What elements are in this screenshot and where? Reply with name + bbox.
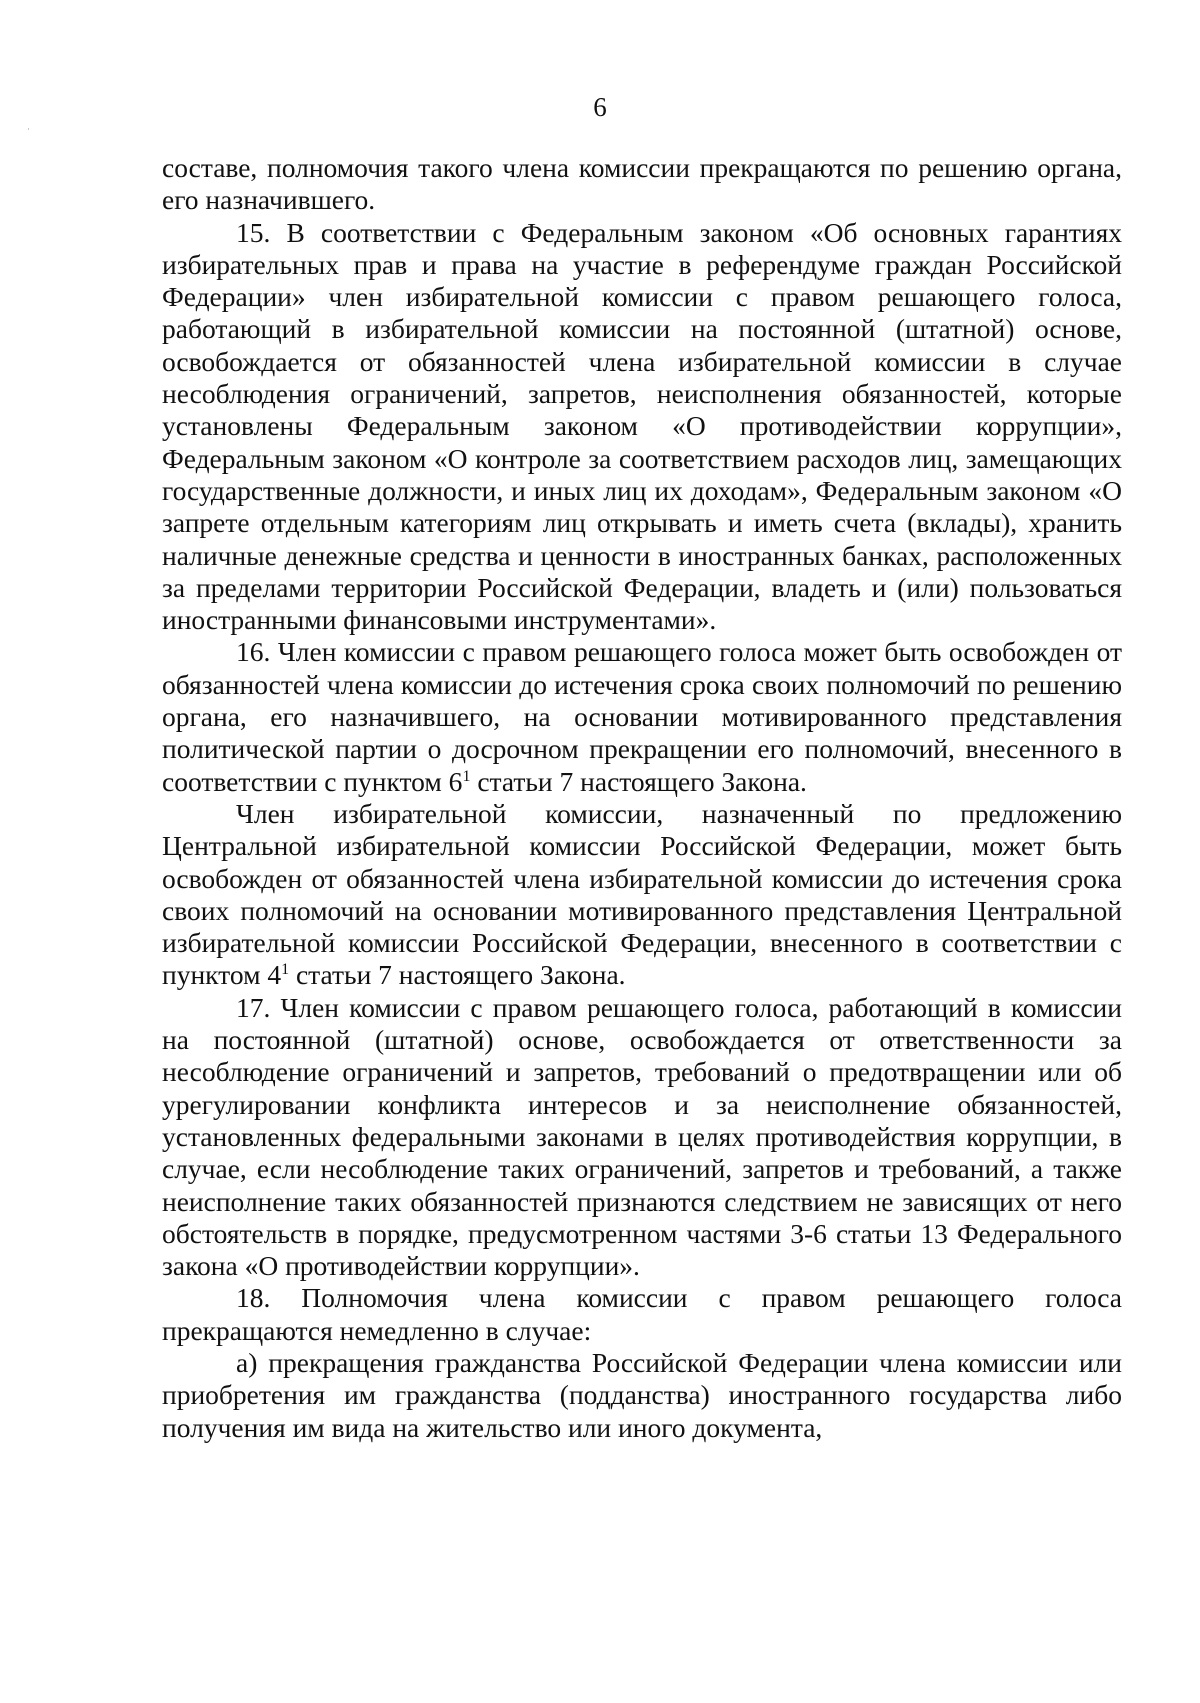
paragraph-16-text: 16. Член комиссии с правом решающего голоса может быть освобожден от обязанностей члена комиссии до истечения срока своих полномочий по решению органа, его назначившего, на основании мотивированного представления политической партии о досрочном прекращении его полномочий, внесенного в соответствии с пунктом 6 xyxy=(162,636,1122,797)
paragraph-16-second-superscript: 1 xyxy=(281,961,290,979)
page-number: 6 xyxy=(593,92,607,122)
paragraph-16-tail: статьи 7 настоящего Закона. xyxy=(470,765,807,797)
paragraph-16-superscript: 1 xyxy=(462,767,471,785)
paragraph-18: 18. Полномочия члена комиссии с правом решающего голоса прекращаются немедленно в случае: xyxy=(162,1282,1122,1346)
scan-speck xyxy=(28,128,29,130)
paragraph-15: 15. В соответствии с Федеральным законом «Об основных гарантиях избирательных прав и права на участие в референдуме граждан Российской Федерации» член избирательной комиссии с правом решающего голоса, работающий в избирательной комиссии на постоянной (штатной) основе, освобождается от обязанностей члена избирательной комиссии в случае несоблюдения ограничений, запретов, неисполнения обязанностей, которые установлены Федеральным законом «О противодействии коррупции», Федеральным законом «О контроле за соответствием расходов лиц, замещающих государственные должности, и иных лиц их доходам», Федеральным законом «О запрете отдельным категориям лиц открывать и иметь счета (вклады), хранить наличные денежные средства и ценности в иностранных банках, расположенных за пределами территории Российской Федерации, владеть и (или) пользоваться иностранными финансовыми инструментами». xyxy=(162,216,1122,636)
paragraph-16 xyxy=(162,636,1122,797)
paragraph-16-second-text: Член избирательной комиссии, назначенный по предложению Центральной избирательной комиссии Российской Федерации, может быть освобожден от обязанностей члена избирательной комиссии до истечения срока своих полномочий на основании мотивированного представления Центральной избирательной комиссии Российской Федерации, внесенного в соответствии с пунктом 4 xyxy=(162,797,1122,991)
paragraph-continuation: составе, полномочия такого члена комиссии прекращаются по решению органа, его назначившего. xyxy=(162,152,1122,216)
document-body xyxy=(162,152,1122,1444)
paragraph-16-second-tail: статьи 7 настоящего Закона. xyxy=(289,959,626,991)
paragraph-17: 17. Член комиссии с правом решающего голоса, работающий в комиссии на постоянной (штатной) основе, освобождается от ответственности за несоблюдение ограничений и запретов, требований о предотвращении или об урегулировании конфликта интересов и за неисполнение обязанностей, установленных федеральными законами в целях противодействия коррупции, в случае, если несоблюдение таких ограничений, запретов и требований, а также неисполнение таких обязанностей признаются следствием не зависящих от него обстоятельств в порядке, предусмотренном частями 3-6 статьи 13 Федерального закона «О противодействии коррупции». xyxy=(162,991,1122,1282)
paragraph-18-a: а) прекращения гражданства Российской Федерации члена комиссии или приобретения им гражданства (подданства) иностранного государства либо получения им вида на жительство или иного документа, xyxy=(162,1346,1122,1443)
paragraph-16-second xyxy=(162,798,1122,992)
